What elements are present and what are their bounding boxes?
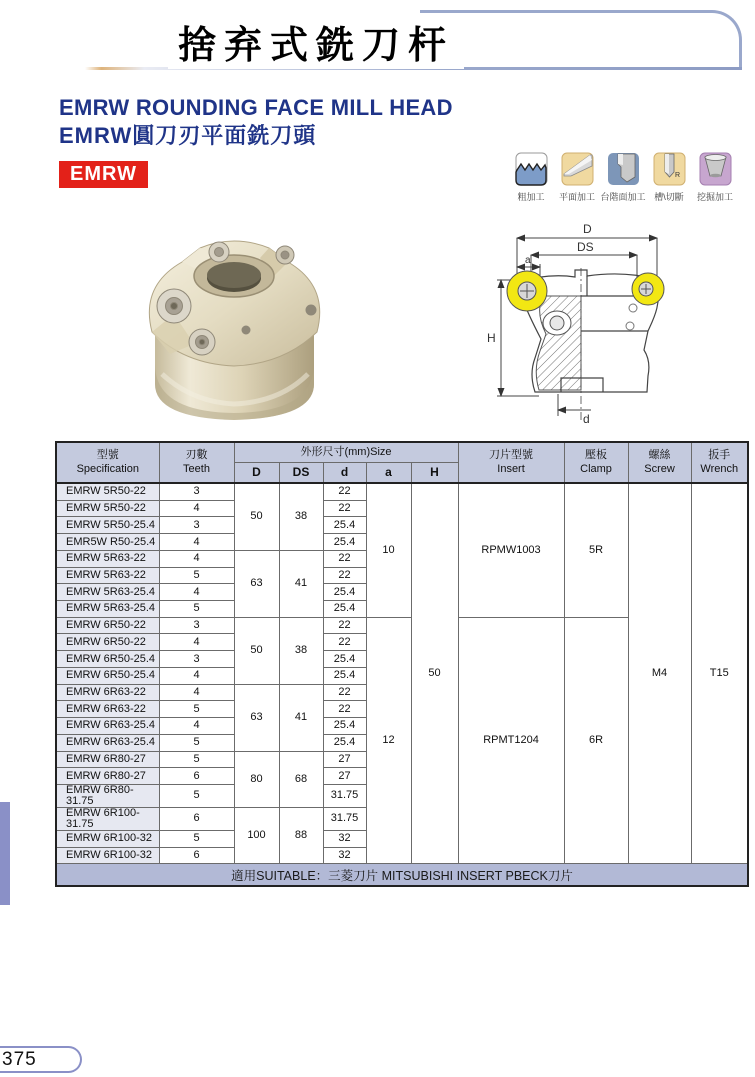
spec-cell: EMRW 5R50-22 <box>56 483 159 500</box>
value-cell: 10 <box>366 483 411 617</box>
value-cell: 5 <box>159 784 234 807</box>
value-cell: 6 <box>159 807 234 830</box>
value-cell: 25.4 <box>323 718 366 735</box>
spec-cell: EMRW 6R63-25.4 <box>56 734 159 751</box>
col-header-D: D <box>234 463 279 484</box>
value-cell: 88 <box>279 807 323 863</box>
value-cell: 41 <box>279 550 323 617</box>
value-cell: 31.75 <box>323 807 366 830</box>
value-cell: 38 <box>279 617 323 684</box>
value-cell: 6R <box>564 617 628 864</box>
value-cell: 4 <box>159 634 234 651</box>
spec-cell: EMRW 6R100-32 <box>56 830 159 847</box>
technical-diagram <box>483 220 755 428</box>
value-cell: 22 <box>323 617 366 634</box>
table-row <box>56 483 748 500</box>
value-cell: M4 <box>628 483 691 864</box>
spec-cell: EMRW 6R80-27 <box>56 768 159 785</box>
machining-icon-label: 台階面加工 <box>600 192 646 202</box>
value-cell: 38 <box>279 483 323 550</box>
dim-label-a: a <box>525 255 531 266</box>
value-cell: 50 <box>234 617 279 684</box>
value-cell: 25.4 <box>323 517 366 534</box>
page-title: 捨弃式銑刀杆 <box>168 14 464 69</box>
page-number-pill <box>0 1046 82 1073</box>
col-header-size-group: 外形尺寸(mm)Size <box>234 442 458 463</box>
machining-icon-item <box>560 152 594 203</box>
value-cell: 25.4 <box>323 651 366 668</box>
series-badge: EMRW <box>59 161 148 188</box>
value-cell: 5 <box>159 701 234 718</box>
value-cell: 22 <box>323 500 366 517</box>
face-machining-icon <box>561 152 594 186</box>
banner-curve <box>420 10 742 70</box>
spec-cell: EMR5W R50-25.4 <box>56 534 159 551</box>
value-cell: RPMW1003 <box>458 483 564 617</box>
value-cell: 22 <box>323 567 366 584</box>
value-cell: 22 <box>323 634 366 651</box>
value-cell: 6 <box>159 768 234 785</box>
value-cell: 27 <box>323 751 366 768</box>
page-number: 375 <box>2 1048 37 1070</box>
col-header-insert: 刀片型號 Insert <box>458 442 564 483</box>
value-cell: 27 <box>323 768 366 785</box>
spec-cell: EMRW 5R63-25.4 <box>56 584 159 601</box>
step-face-machining-icon <box>607 152 640 186</box>
value-cell: T15 <box>691 483 748 864</box>
col-header-clamp: 壓板 Clamp <box>564 442 628 483</box>
dim-label-DS: DS <box>577 240 594 254</box>
machining-icon-item <box>652 152 686 203</box>
value-cell: 4 <box>159 550 234 567</box>
dim-label-H: H <box>487 331 496 345</box>
spec-cell: EMRW 6R100-31.75 <box>56 807 159 830</box>
value-cell: 4 <box>159 718 234 735</box>
spec-cell: EMRW 6R100-32 <box>56 847 159 864</box>
value-cell: 50 <box>234 483 279 550</box>
value-cell: 31.75 <box>323 784 366 807</box>
value-cell: 41 <box>279 684 323 751</box>
value-cell: 32 <box>323 830 366 847</box>
value-cell: 3 <box>159 483 234 500</box>
value-cell: 25.4 <box>323 734 366 751</box>
spec-cell: EMRW 6R63-22 <box>56 701 159 718</box>
value-cell: 25.4 <box>323 584 366 601</box>
value-cell: 3 <box>159 651 234 668</box>
spec-table <box>55 441 747 887</box>
value-cell: 25.4 <box>323 667 366 684</box>
spec-cell: EMRW 6R80-27 <box>56 751 159 768</box>
spec-table-body <box>56 483 748 864</box>
machining-icon-label: 槽\切斷 <box>654 192 684 202</box>
product-photo <box>122 214 347 436</box>
value-cell: 4 <box>159 684 234 701</box>
spec-cell: EMRW 6R80-31.75 <box>56 784 159 807</box>
col-header-a: a <box>366 463 411 484</box>
machining-icon-label: 粗加工 <box>517 192 545 202</box>
value-cell: 80 <box>234 751 279 807</box>
value-cell: 32 <box>323 847 366 864</box>
value-cell: 68 <box>279 751 323 807</box>
spec-cell: EMRW 5R63-22 <box>56 550 159 567</box>
spec-cell: EMRW 5R63-22 <box>56 567 159 584</box>
machining-icon-label: 挖掘加工 <box>697 192 734 202</box>
value-cell: 22 <box>323 684 366 701</box>
dim-label-d: d <box>583 412 590 426</box>
col-header-H: H <box>411 463 458 484</box>
col-header-teeth: 刃數 Teeth <box>159 442 234 483</box>
col-header-screw: 螺絲 Screw <box>628 442 691 483</box>
spec-cell: EMRW 6R50-22 <box>56 617 159 634</box>
spec-cell: EMRW 6R63-22 <box>56 684 159 701</box>
dim-label-D: D <box>583 222 592 236</box>
machining-icon-item <box>698 152 732 203</box>
svg-text:R: R <box>674 172 680 179</box>
table-header <box>56 442 748 483</box>
value-cell: 25.4 <box>323 601 366 618</box>
suitable-note: 適用SUITABLE：三菱刀片 MITSUBISHI INSERT PBECK刀片 <box>56 864 748 887</box>
value-cell: 3 <box>159 617 234 634</box>
value-cell: 50 <box>411 483 458 864</box>
col-header-DS: DS <box>279 463 323 484</box>
heading-english: EMRW ROUNDING FACE MILL HEAD <box>59 95 453 120</box>
value-cell: 4 <box>159 667 234 684</box>
value-cell: 5 <box>159 734 234 751</box>
col-header-specification: 型號 Specification <box>56 442 159 483</box>
machining-icon-item <box>600 152 646 203</box>
value-cell: 4 <box>159 534 234 551</box>
spec-cell: EMRW 6R50-25.4 <box>56 651 159 668</box>
value-cell: 5 <box>159 567 234 584</box>
spec-cell: EMRW 6R50-25.4 <box>56 667 159 684</box>
side-index-tab <box>0 802 10 905</box>
value-cell: 25.4 <box>323 534 366 551</box>
value-cell: 22 <box>323 701 366 718</box>
value-cell: 63 <box>234 684 279 751</box>
col-header-d: d <box>323 463 366 484</box>
machining-icon-item <box>514 152 548 203</box>
spec-cell: EMRW 5R63-25.4 <box>56 601 159 618</box>
slot-cutoff-icon <box>653 152 686 186</box>
value-cell: 3 <box>159 517 234 534</box>
value-cell: 22 <box>323 550 366 567</box>
spec-cell: EMRW 6R50-22 <box>56 634 159 651</box>
value-cell: RPMT1204 <box>458 617 564 864</box>
value-cell: 100 <box>234 807 279 863</box>
value-cell: 63 <box>234 550 279 617</box>
spec-cell: EMRW 6R63-25.4 <box>56 718 159 735</box>
value-cell: 6 <box>159 847 234 864</box>
machining-icon-row <box>514 152 732 203</box>
value-cell: 4 <box>159 500 234 517</box>
value-cell: 12 <box>366 617 411 864</box>
rough-machining-icon <box>515 152 548 186</box>
col-header-wrench: 扳手 Wrench <box>691 442 748 483</box>
spec-cell: EMRW 5R50-25.4 <box>56 517 159 534</box>
value-cell: 4 <box>159 584 234 601</box>
pocket-machining-icon <box>699 152 732 186</box>
value-cell: 22 <box>323 483 366 500</box>
value-cell: 5R <box>564 483 628 617</box>
value-cell: 5 <box>159 830 234 847</box>
heading-chinese: EMRW圓刀刃平面銑刀頭 <box>59 123 317 148</box>
machining-icon-label: 平面加工 <box>559 192 596 202</box>
spec-cell: EMRW 5R50-22 <box>56 500 159 517</box>
value-cell: 5 <box>159 601 234 618</box>
value-cell: 5 <box>159 751 234 768</box>
